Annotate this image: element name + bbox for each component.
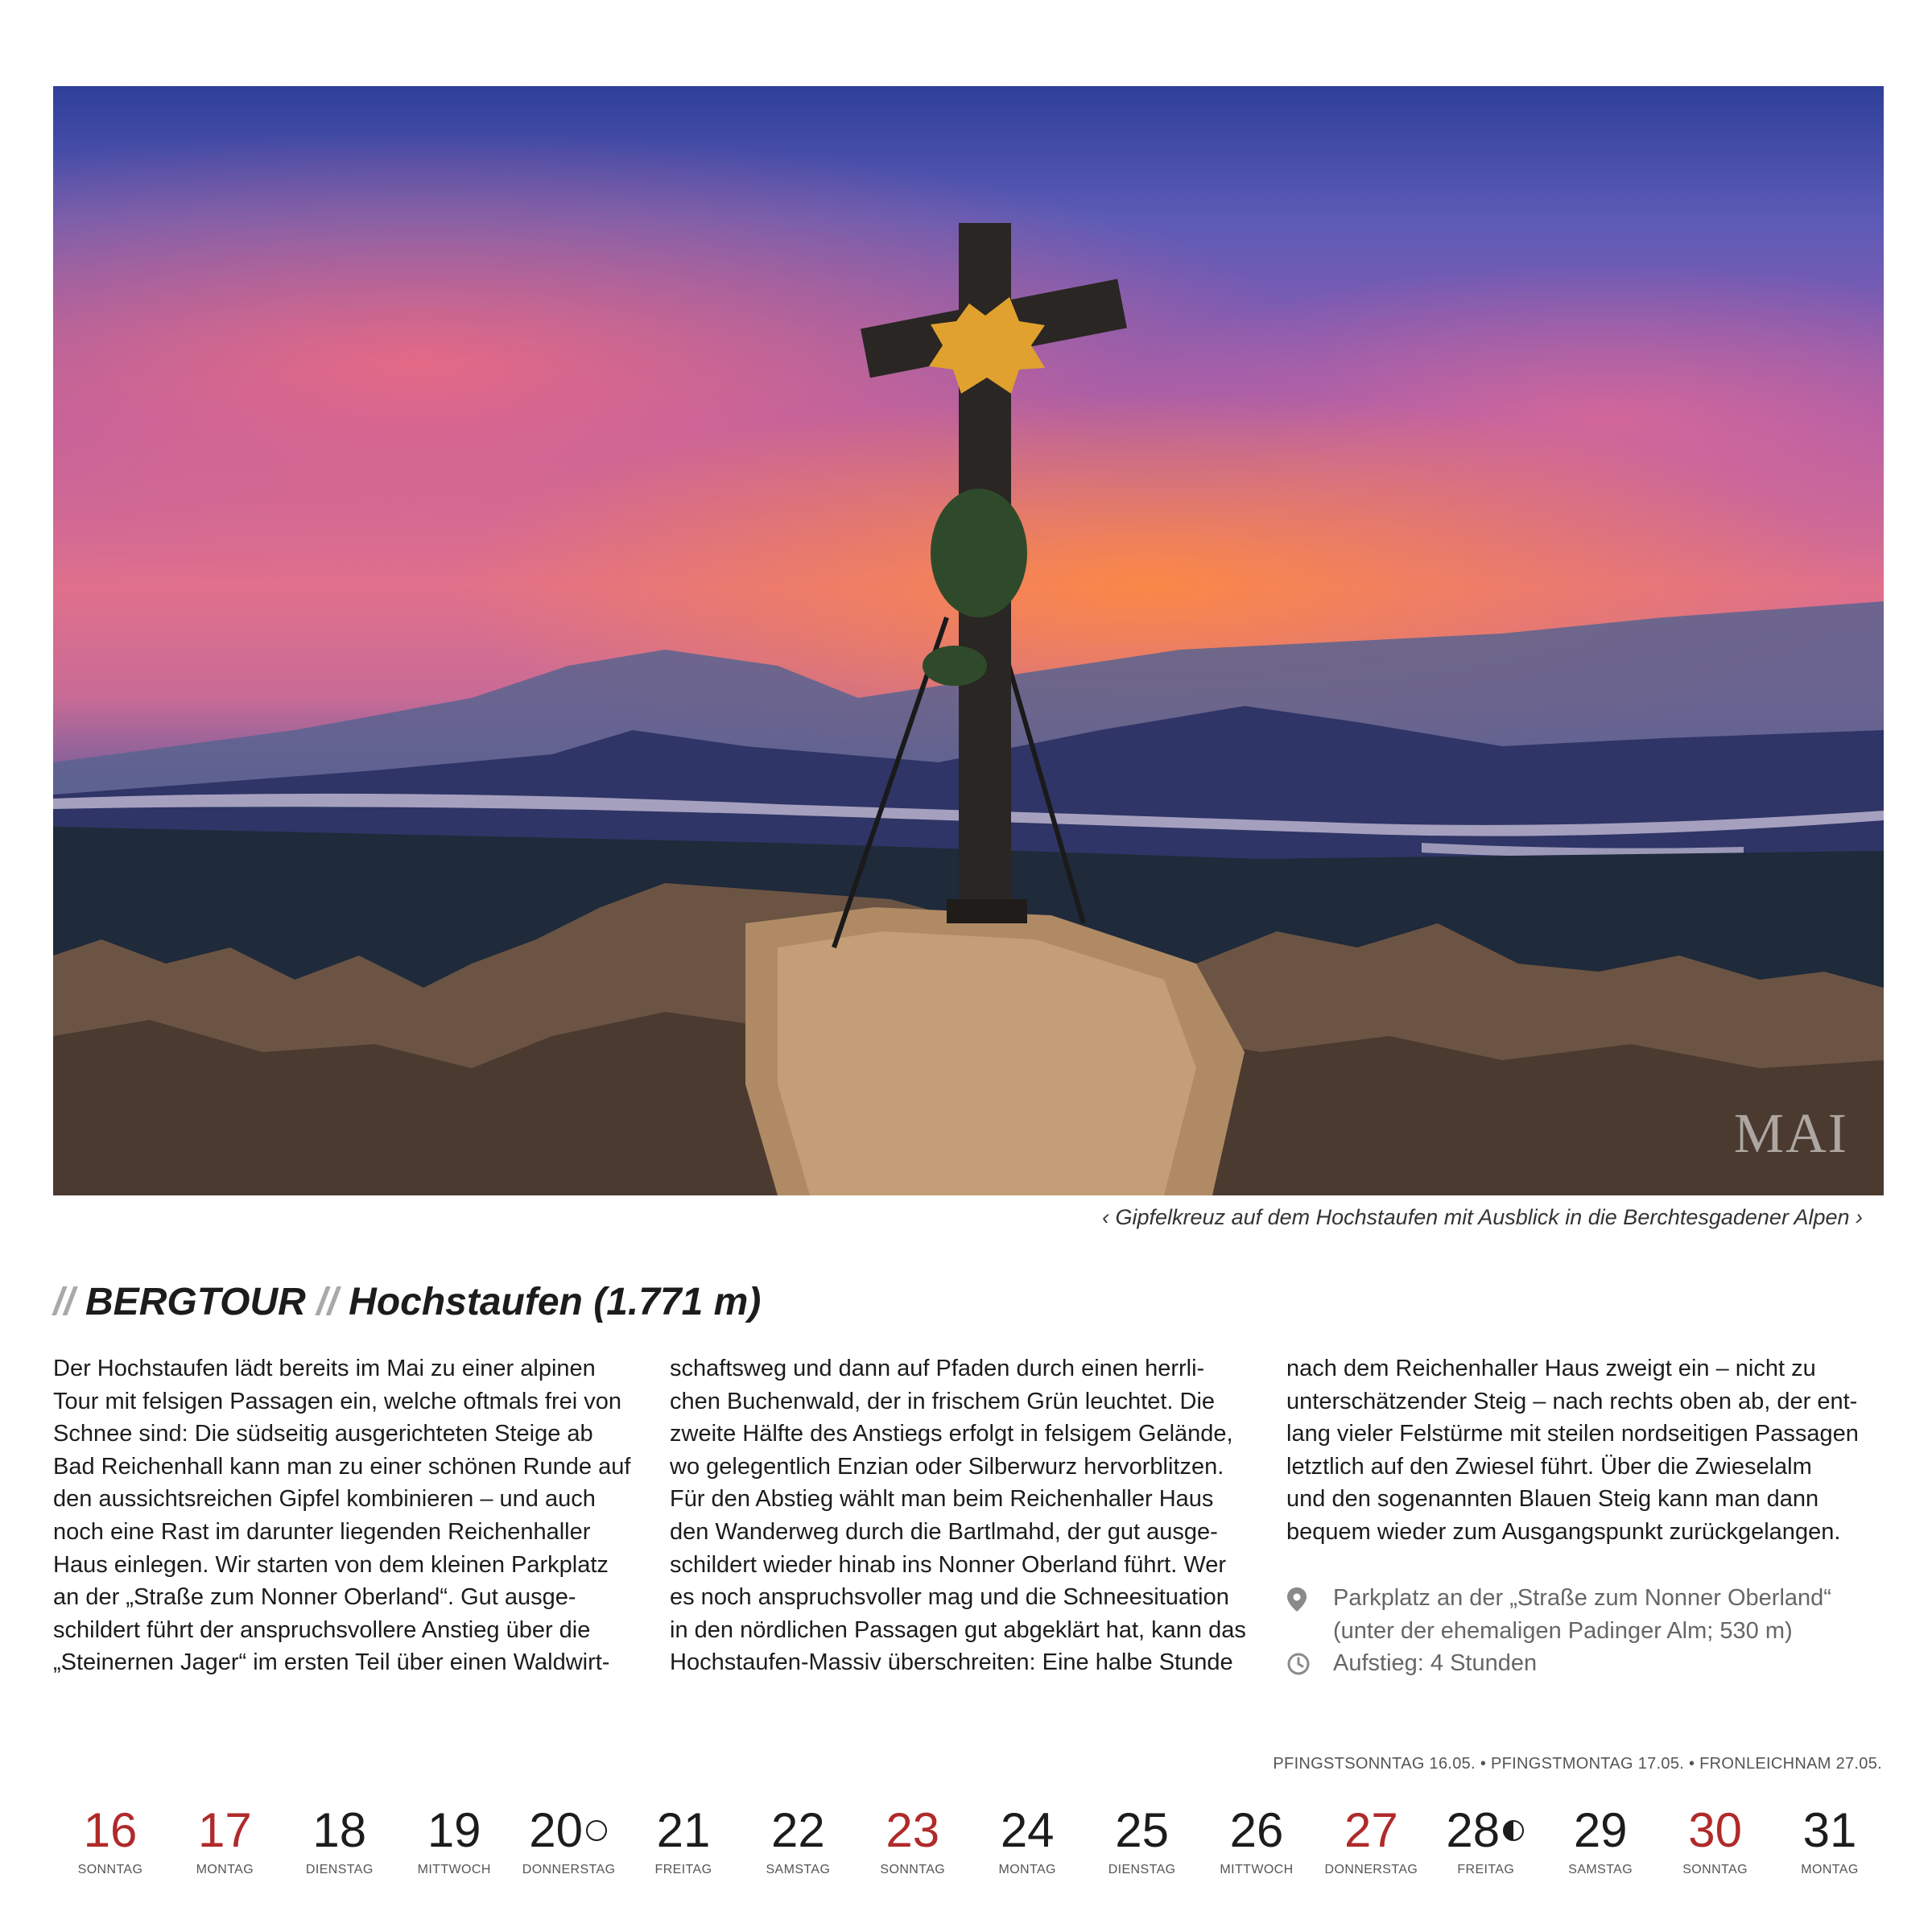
body-line: Bad Reichenhall kann man zu einer schönen Runde auf <box>53 1453 631 1480</box>
weekday-label: SAMSTAG <box>766 1863 831 1876</box>
holiday-list: PFINGSTSONNTAG 16.05. • PFINGSTMONTAG 17.05. • FRONLEICHNAM 27.05. <box>1273 1755 1882 1773</box>
heading-separator: // <box>53 1281 75 1323</box>
body-line: unterschätzender Steig – nach rechts oben ab, der ent- <box>1286 1388 1858 1414</box>
weekday-label: DIENSTAG <box>1108 1863 1176 1876</box>
calendar-day <box>283 1802 397 1877</box>
location-line-1: Parkplatz an der „Straße zum Nonner Oberland“ <box>1333 1585 1831 1611</box>
weekday-label: DONNERSTAG <box>1324 1863 1418 1876</box>
day-number: 20 <box>512 1802 626 1860</box>
day-number: 18 <box>312 1803 367 1857</box>
body-line: schaftsweg und dann auf Pfaden durch einen herrli- <box>670 1356 1205 1381</box>
body-line: Schnee sind: Die südseitig ausgerichteten Steige ab <box>53 1421 593 1447</box>
location-line-2: (unter der ehemaligen Padinger Alm; 530 m) <box>1333 1617 1793 1644</box>
body-line: an der „Straße zum Nonner Oberland“. Gut ausge- <box>53 1584 576 1611</box>
body-column-3 <box>1286 1352 1866 1549</box>
map-pin-icon <box>1286 1582 1333 1612</box>
weekday-label: FREITAG <box>654 1863 712 1876</box>
day-number: 27 <box>1344 1803 1398 1857</box>
body-line: Haus einlegen. Wir starten von dem kleinen Parkplatz <box>53 1551 609 1578</box>
body-line: letztlich auf den Zwiesel führt. Über die Zwieselalm <box>1286 1453 1812 1480</box>
weekday-label: SAMSTAG <box>1568 1863 1633 1876</box>
body-line: schildert wieder hinab ins Nonner Oberland führt. Wer <box>670 1551 1226 1578</box>
calendar-day <box>167 1802 282 1877</box>
calendar-day <box>1429 1802 1543 1877</box>
day-number: 17 <box>198 1803 252 1857</box>
day-number: 28 <box>1429 1802 1543 1860</box>
hero-photo <box>53 86 1884 1195</box>
weekday-label: SONNTAG <box>880 1863 946 1876</box>
full-moon-icon <box>584 1818 609 1843</box>
article-heading <box>53 1280 761 1324</box>
body-line: chen Buchenwald, der in frischem Grün leuchtet. Die <box>670 1388 1216 1414</box>
heading-separator: // <box>316 1281 338 1323</box>
weekday-label: MITTWOCH <box>417 1863 491 1876</box>
info-location <box>1286 1582 1866 1647</box>
body-line: nach dem Reichenhaller Haus zweigt ein – nicht zu <box>1286 1356 1816 1381</box>
clock-icon <box>1286 1647 1333 1676</box>
day-number: 19 <box>427 1803 481 1857</box>
day-number: 31 <box>1802 1803 1857 1857</box>
calendar-day <box>970 1802 1084 1877</box>
body-line: Tour mit felsigen Passagen ein, welche oftmals frei von <box>53 1388 622 1414</box>
body-line: den Wanderweg durch die Bartlmahd, der gut ausge- <box>670 1518 1218 1545</box>
body-line: bequem wieder zum Ausgangspunkt zurückgelangen. <box>1286 1518 1841 1545</box>
calendar-day <box>1543 1802 1657 1877</box>
day-number: 21 <box>656 1803 711 1857</box>
weekday-label: MONTAG <box>196 1863 254 1876</box>
day-number: 24 <box>1000 1803 1055 1857</box>
body-line: Für den Abstieg wählt man beim Reichenhaller Haus <box>670 1486 1214 1513</box>
body-line: „Steinernen Jager“ im ersten Teil über einen Waldwirt- <box>53 1649 610 1676</box>
body-line: lang vieler Felstürme mit steilen nordseitigen Passagen <box>1286 1421 1859 1447</box>
month-watermark: MAI <box>1733 1103 1848 1165</box>
calendar-day <box>1773 1802 1887 1877</box>
calendar-day <box>1199 1802 1314 1877</box>
body-column-2 <box>670 1352 1249 1679</box>
day-number: 29 <box>1573 1803 1628 1857</box>
body-line: in den nördlichen Passagen gut abgeklärt hat, kann das <box>670 1616 1246 1643</box>
calendar-day <box>397 1802 511 1877</box>
weekday-label: FREITAG <box>1457 1863 1515 1876</box>
body-column-1 <box>53 1352 633 1679</box>
body-line: Hochstaufen-Massiv überschreiten: Eine halbe Stunde <box>670 1649 1233 1676</box>
summit-cross-scene <box>53 86 1884 1195</box>
weekday-label: DIENSTAG <box>305 1863 374 1876</box>
body-line: es noch anspruchsvoller mag und die Schneesituation <box>670 1584 1229 1611</box>
body-line: Der Hochstaufen lädt bereits im Mai zu einer alpinen <box>53 1356 596 1381</box>
weekday-label: MONTAG <box>1801 1863 1859 1876</box>
calendar-day <box>53 1802 167 1877</box>
photo-caption: ‹ Gipfelkreuz auf dem Hochstaufen mit Ausblick in die Berchtesgadener Alpen › <box>1102 1205 1863 1229</box>
calendar-day <box>1658 1802 1773 1877</box>
body-line: und den sogenannten Blauen Steig kann man dann <box>1286 1486 1819 1513</box>
calendar-day <box>856 1802 970 1877</box>
day-number: 16 <box>83 1803 138 1857</box>
heading-category: BERGTOUR <box>85 1281 306 1323</box>
heading-title: Hochstaufen (1.771 m) <box>349 1281 762 1323</box>
calendar-day <box>512 1802 626 1877</box>
body-line: den aussichtsreichen Gipfel kombinieren – und auch <box>53 1486 596 1513</box>
day-number: 26 <box>1229 1803 1284 1857</box>
calendar-day <box>1314 1802 1428 1877</box>
day-number: 23 <box>886 1803 940 1857</box>
weekday-label: SONNTAG <box>1682 1863 1748 1876</box>
body-line: wo gelegentlich Enzian oder Silberwurz hervorblitzen. <box>670 1453 1224 1480</box>
day-number: 22 <box>771 1803 825 1857</box>
calendar-strip <box>53 1802 1884 1898</box>
calendar-day <box>741 1802 855 1877</box>
weekday-label: MITTWOCH <box>1220 1863 1294 1876</box>
tour-info <box>1286 1582 1866 1680</box>
day-number: 25 <box>1115 1803 1169 1857</box>
calendar-day <box>626 1802 741 1877</box>
info-duration <box>1286 1647 1866 1680</box>
weekday-label: SONNTAG <box>77 1863 143 1876</box>
body-line: schildert führt der anspruchsvollere Anstieg über die <box>53 1616 591 1643</box>
calendar-day <box>1085 1802 1199 1877</box>
day-number: 30 <box>1688 1803 1742 1857</box>
duration-text: Aufstieg: 4 Stunden <box>1333 1650 1538 1677</box>
body-line: noch eine Rast im darunter liegenden Reichenhaller <box>53 1518 591 1545</box>
body-line: zweite Hälfte des Anstiegs erfolgt in felsigem Gelände, <box>670 1421 1233 1447</box>
last-quarter-moon-icon <box>1501 1818 1525 1843</box>
weekday-label: DONNERSTAG <box>522 1863 616 1876</box>
weekday-label: MONTAG <box>998 1863 1056 1876</box>
